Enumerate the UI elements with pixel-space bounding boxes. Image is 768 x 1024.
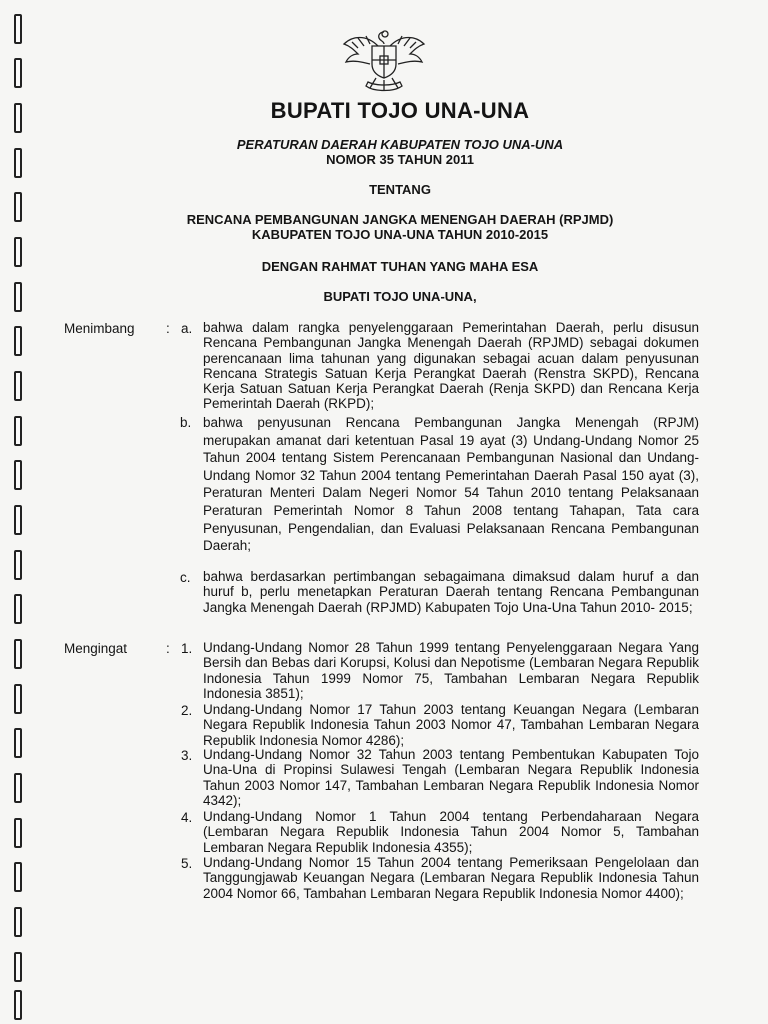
- binding-hole: [14, 460, 22, 490]
- binding-hole: [14, 728, 22, 758]
- invocation: DENGAN RAHMAT TUHAN YANG MAHA ESA: [261, 259, 539, 274]
- menimbang-label: Menimbang: [64, 321, 135, 336]
- mengingat-item-2: Undang-Undang Nomor 17 Tahun 2003 tentang Keuangan Negara (Lembaran Negara Republik Indonesia Tahun 2003 Nomor 47, Tambahan Lembaran Negara Republik Indonesia Nomor 4286);: [203, 702, 699, 748]
- menimbang-key-c: c.: [180, 570, 191, 585]
- binding-hole: [14, 237, 22, 267]
- binding-hole: [14, 862, 22, 892]
- menimbang-key-a: a.: [181, 321, 193, 336]
- menimbang-item-c: bahwa berdasarkan pertimbangan sebagaimana dimaksud dalam huruf a dan huruf b, perlu menetapkan Peraturan Daerah tentang Rencana Pembangunan Jangka Menengah Daerah (RPJMD) Kabupaten Tojo Una-Una Tahun 2010- 2015;: [203, 569, 699, 615]
- mengingat-label: Mengingat: [64, 641, 128, 656]
- mengingat-key-2: 2.: [181, 703, 193, 718]
- mengingat-colon: :: [166, 641, 170, 656]
- document-title: BUPATI TOJO UNA-UNA: [270, 98, 530, 123]
- binding-hole: [14, 103, 22, 133]
- binding-hole: [14, 907, 22, 937]
- regulation-number: NOMOR 35 TAHUN 2011: [326, 152, 474, 167]
- binding-hole: [14, 371, 22, 401]
- binding-hole: [14, 952, 22, 982]
- menimbang-key-b: b.: [180, 415, 192, 430]
- mengingat-item-5: Undang-Undang Nomor 15 Tahun 2004 tentang Pemeriksaan Pengelolaan dan Tanggungjawab Keuangan Negara (Lembaran Negara Republik Indonesia Tahun 2004 Nomor 66, Tambahan Lembaran Negara Republik Indonesia Nomor 4400);: [203, 855, 699, 901]
- issuer: BUPATI TOJO UNA-UNA,: [323, 289, 477, 304]
- binding-hole: [14, 416, 22, 446]
- binding-hole: [14, 326, 22, 356]
- mengingat-key-4: 4.: [181, 810, 193, 825]
- regulation-subject-line1: RENCANA PEMBANGUNAN JANGKA MENENGAH DAERAH (RPJMD): [186, 212, 614, 227]
- binding-hole: [14, 148, 22, 178]
- binding-hole: [14, 594, 22, 624]
- binding-hole: [14, 990, 22, 1020]
- menimbang-colon: :: [166, 321, 170, 336]
- menimbang-item-a: bahwa dalam rangka penyelenggaraan Pemerintahan Daerah, perlu disusun Rencana Pembangunan Jangka Menengah Daerah (RPJMD) sebagai dokumen perencanaan lima tahunan yang digunakan sebagai acuan dalam penyusunan Rencana Strategis Satuan Kerja Perangkat Daerah (Renstra SKPD), Rencana Kerja Satuan Satuan Kerja Perangkat Daerah (Renja SKPD) dan Rencana Kerja Pemerintah Daerah (RKPD);: [203, 320, 699, 412]
- binding-hole: [14, 773, 22, 803]
- binding-hole: [14, 192, 22, 222]
- mengingat-key-5: 5.: [181, 856, 193, 871]
- binding-hole: [14, 58, 22, 88]
- mengingat-key-1: 1.: [181, 641, 193, 656]
- binding-hole: [14, 282, 22, 312]
- binding-hole: [14, 639, 22, 669]
- mengingat-key-3: 3.: [181, 748, 193, 763]
- tentang-heading: TENTANG: [369, 182, 431, 197]
- binding-hole: [14, 684, 22, 714]
- binding-holes: [0, 0, 44, 1024]
- binding-hole: [14, 818, 22, 848]
- binding-hole: [14, 550, 22, 580]
- mengingat-item-1: Undang-Undang Nomor 28 Tahun 1999 tentang Penyelenggaraan Negara Yang Bersih dan Bebas dari Korupsi, Kolusi dan Nepotisme (Lembaran Negara Republik Indonesia Tahun 1999 Nomor 75, Tambahan Lembaran Negara Republik Indonesia 3851);: [203, 640, 699, 701]
- binding-hole: [14, 14, 22, 44]
- garuda-emblem-icon: [340, 24, 428, 96]
- menimbang-item-b: bahwa penyusunan Rencana Pembangunan Jangka Menengah (RPJM) merupakan amanat dari ketentuan Pasal 19 ayat (3) Undang-Undang Nomor 25 Tahun 2004 tentang Sistem Perencanaan Pembangunan Nasional dan Undang-Undang Nomor 32 Tahun 2004 tentang Pemerintahan Daerah Pasal 150 ayat (3), Peraturan Menteri Dalam Negeri Nomor 54 Tahun 2010 tentang Pelaksanaan Peraturan Pemerintah Nomor 8 Tahun 2008 tentang Tahapan, Tata cara Penyusunan, Pengendalian, dan Evaluasi Pelaksanaan Rencana Pembangunan Daerah;: [203, 415, 699, 554]
- mengingat-item-3: Undang-Undang Nomor 32 Tahun 2003 tentang Pembentukan Kabupaten Tojo Una-Una di Propinsi Sulawesi Tengah (Lembaran Negara Republik Indonesia Tahun 2003 Nomor 147, Tambahan Lembaran Negara Republik Indonesia Nomor 4342);: [203, 747, 699, 808]
- regulation-subject-line2: KABUPATEN TOJO UNA-UNA TAHUN 2010-2015: [251, 227, 549, 242]
- regulation-name: PERATURAN DAERAH KABUPATEN TOJO UNA-UNA: [236, 137, 564, 152]
- binding-hole: [14, 505, 22, 535]
- mengingat-item-4: Undang-Undang Nomor 1 Tahun 2004 tentang Perbendaharaan Negara (Lembaran Negara Republik Indonesia Tahun 2004 Nomor 5, Tambahan Lembaran Negara Republik Indonesia 4355);: [203, 809, 699, 855]
